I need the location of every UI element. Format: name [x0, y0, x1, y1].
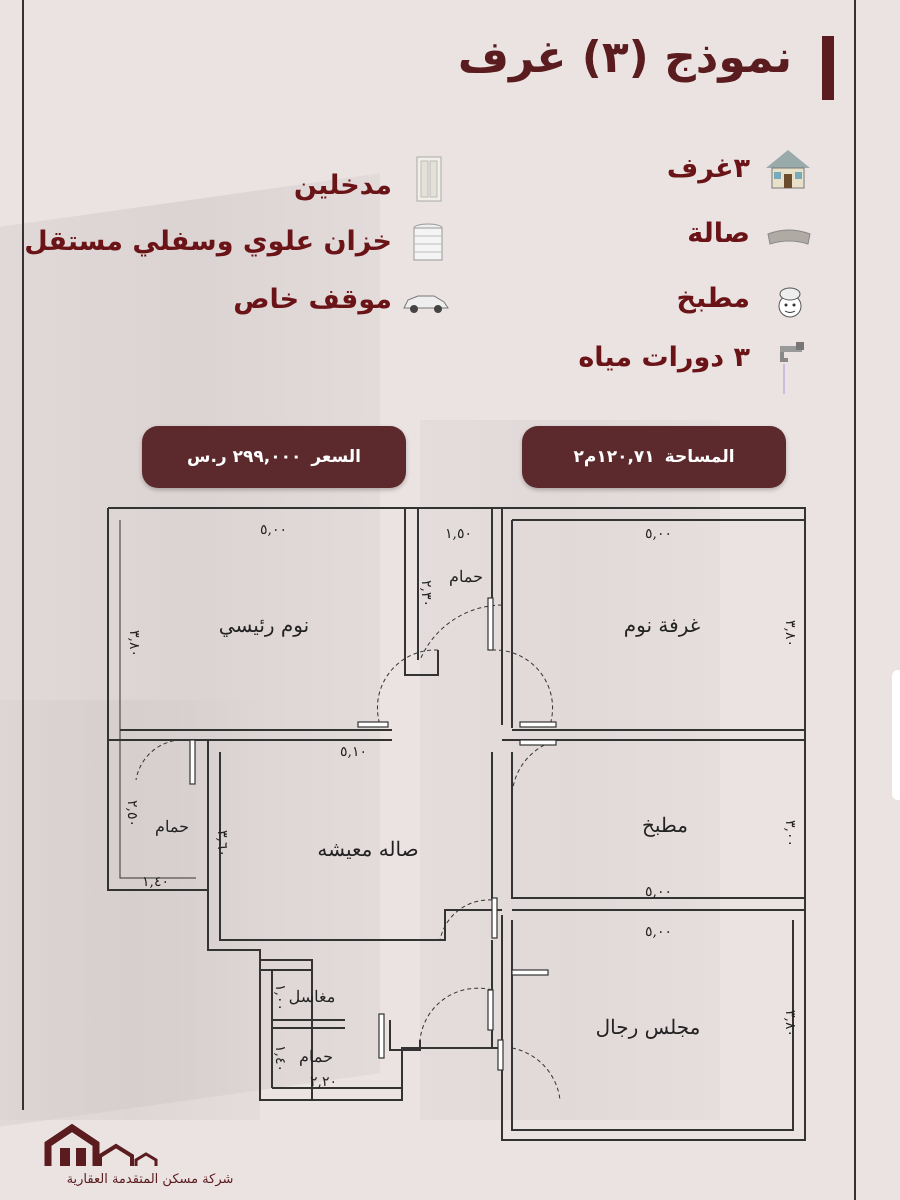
price-badge: [142, 426, 406, 488]
faucet-icon: [776, 340, 808, 396]
dim-majlis-height: ٣,٨٠: [782, 1010, 798, 1038]
floor-plan: [100, 500, 815, 1150]
title-accent-bar: [822, 36, 834, 100]
feature-parking: موقف خاص: [233, 284, 392, 315]
room-bathroom-left: حمام: [155, 817, 189, 836]
price-label: السعر: [311, 447, 362, 467]
price-value: ٢٩٩,٠٠٠ ر.س: [186, 447, 302, 467]
dim-kitchen-width: ٥,٠٠: [645, 884, 673, 900]
frame-line-right: [854, 0, 856, 1200]
dim-bath-bottom-width: ٢,٢٠: [310, 1074, 338, 1090]
dim-living-height: ٣,٦٠: [214, 830, 230, 858]
water-tank-icon: [412, 222, 444, 264]
sofa-icon: [766, 226, 812, 248]
house-icon: [764, 148, 812, 190]
dim-kitchen-height: ٣,٠٠: [782, 820, 798, 848]
dim-master-width: ٥,٠٠: [260, 522, 288, 538]
chef-icon: [772, 286, 808, 322]
room-bedroom: غرفة نوم: [623, 613, 701, 637]
dim-bath-top-width: ١,٥٠: [445, 526, 473, 542]
dim-bath-left-height: ٢,٥٠: [124, 800, 140, 828]
room-majlis: مجلس رجال: [595, 1015, 701, 1039]
company-name: شركة مسكن المتقدمة العقارية: [66, 1172, 234, 1187]
room-sinks: مغاسل: [288, 987, 336, 1006]
room-kitchen: مطبخ: [641, 813, 689, 837]
dim-living-width: ٥,١٠: [340, 744, 368, 760]
dim-bath-bottom-height: ١,٤٠: [272, 1045, 288, 1073]
dim-majlis-width: ٥,٠٠: [645, 924, 673, 940]
feature-bathrooms: ٣ دورات مياه: [578, 342, 750, 373]
page-title: نموذج (٣) غرف: [457, 32, 792, 83]
room-master-bedroom: نوم رئيسي: [218, 613, 310, 637]
door-icon: [416, 156, 442, 202]
feature-kitchen: مطبخ: [676, 283, 750, 314]
dim-bedroom-height: ٣,٨٠: [782, 620, 798, 648]
room-bathroom-bottom: حمام: [299, 1047, 333, 1066]
dim-sinks-height: ١,٠٠: [272, 984, 288, 1012]
room-bathroom-top: حمام: [449, 567, 483, 586]
dim-bedroom-width: ٥,٠٠: [645, 526, 673, 542]
dim-master-height: ٣,٨٠: [126, 630, 142, 658]
dim-bath-top-height: ٢,٣٠: [418, 580, 434, 608]
dim-bath-left-width: ١,٤٠: [142, 874, 170, 890]
feature-entrances: مدخلين: [293, 170, 392, 201]
car-icon: [402, 292, 450, 314]
room-living: صاله معيشه: [317, 837, 419, 861]
area-label: المساحة: [664, 447, 735, 467]
area-value: ١٢٠,٧١م٢: [573, 447, 655, 467]
feature-hall: صالة: [687, 218, 750, 249]
frame-line-left: [22, 0, 24, 1110]
area-badge: [522, 426, 786, 488]
feature-rooms: ٣غرف: [666, 153, 750, 184]
scroll-handle[interactable]: [892, 670, 900, 800]
feature-water-tank: خزان علوي وسفلي مستقل: [24, 226, 392, 257]
